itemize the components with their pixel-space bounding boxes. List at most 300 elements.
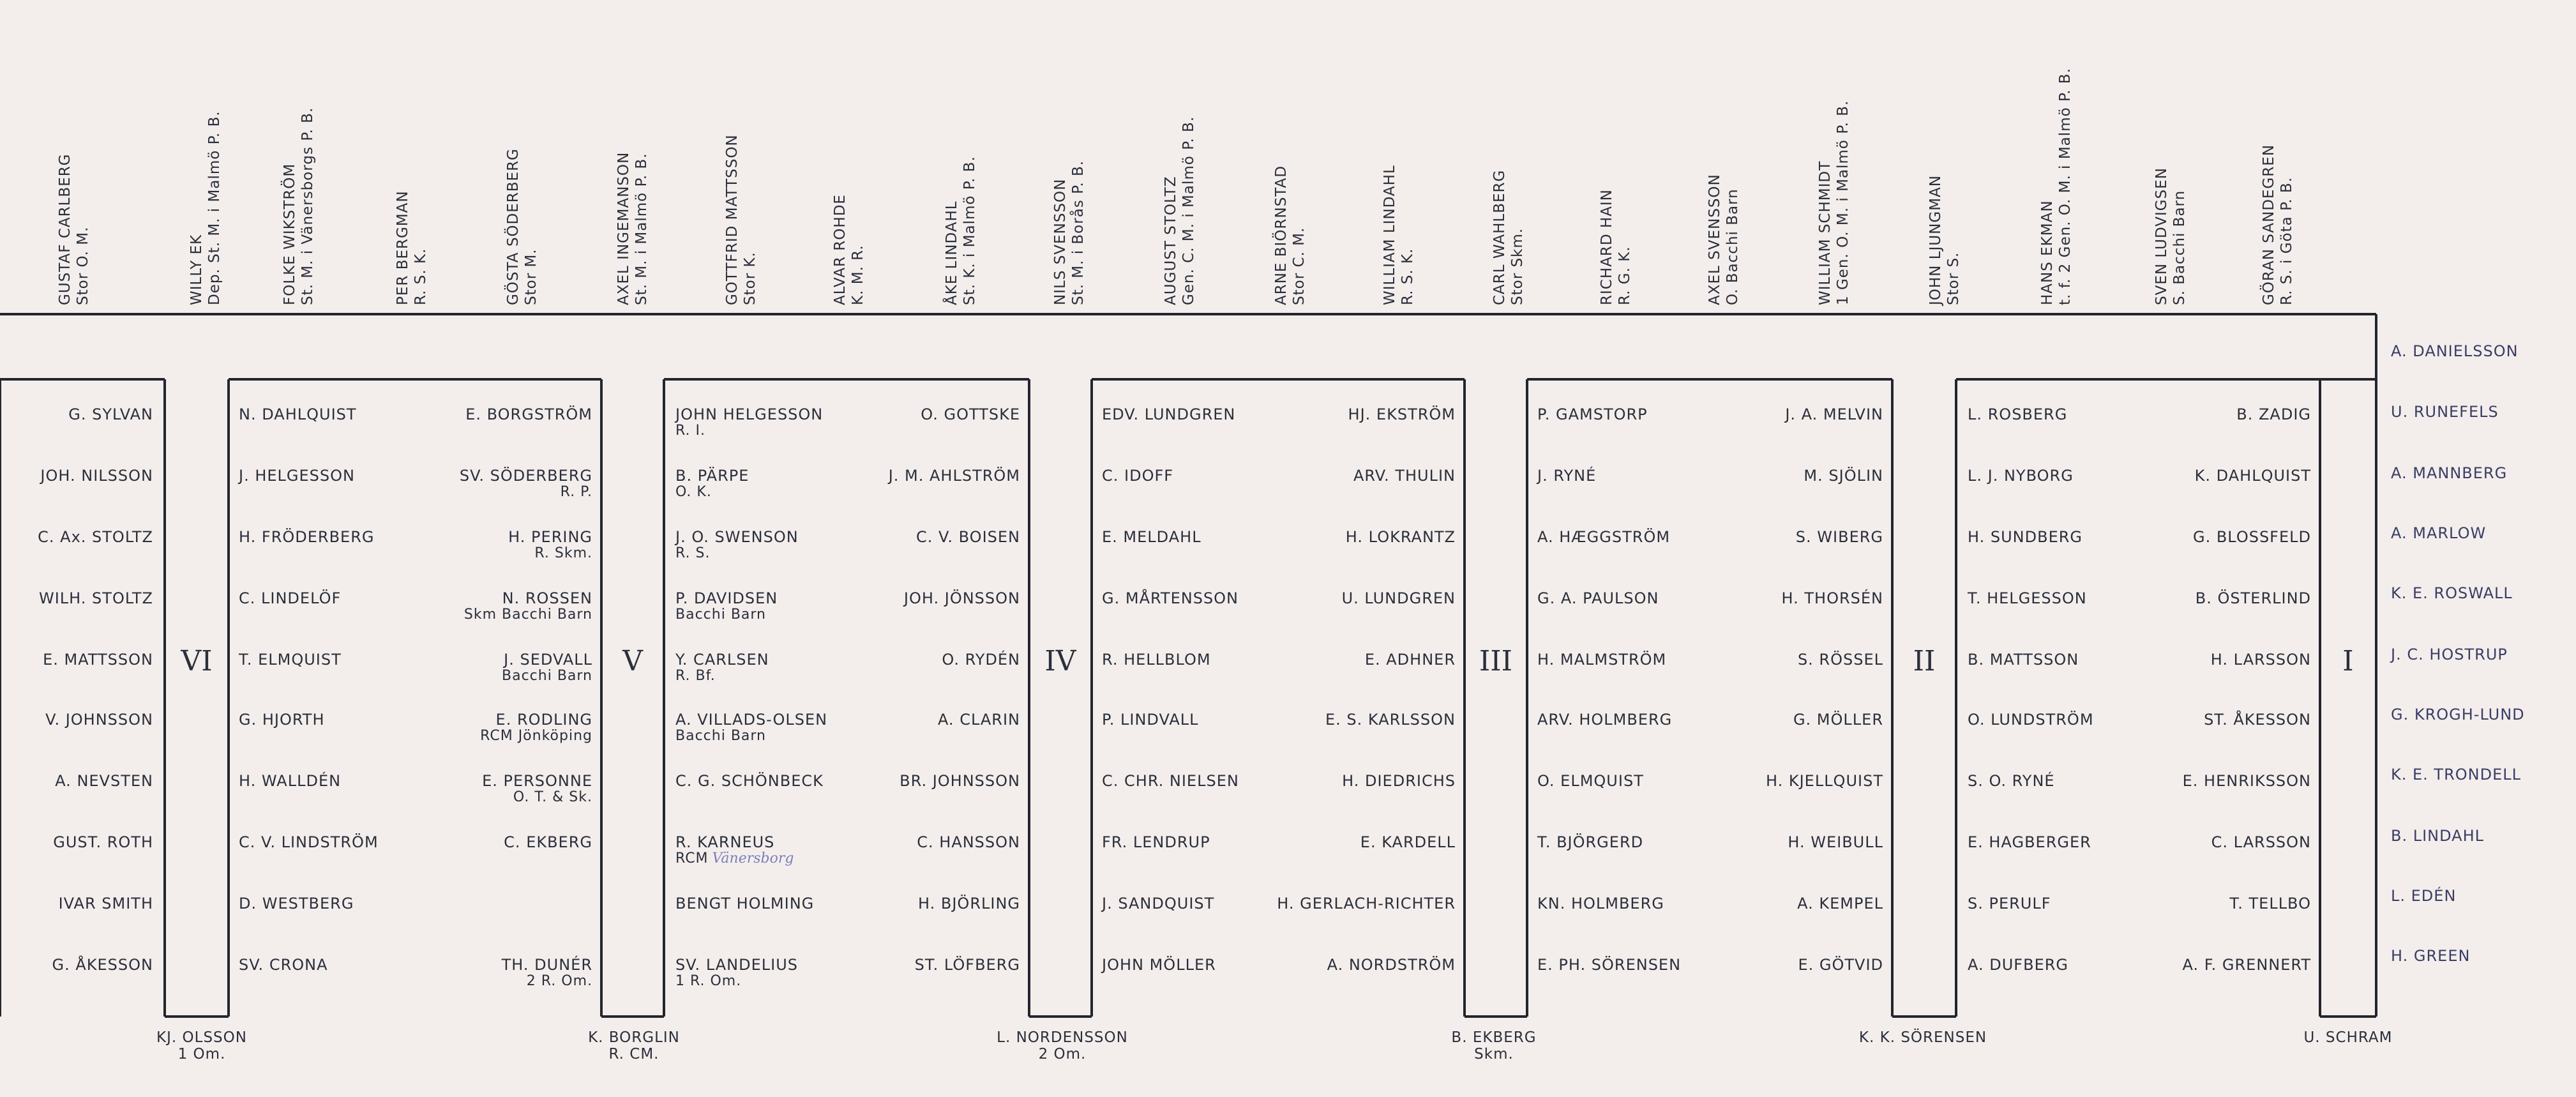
guest <box>2183 773 2311 789</box>
guest <box>502 957 592 990</box>
guest <box>1968 590 2087 607</box>
guest <box>1537 957 1681 973</box>
guest-name: J. M. AHLSTRÖM <box>888 467 1020 485</box>
guest <box>1102 895 1214 912</box>
table-numeral: V <box>622 645 643 677</box>
guest <box>1102 406 1235 423</box>
guest-name: FR. LENDRUP <box>1102 833 1210 851</box>
guest-title: R. Bf. <box>675 668 716 684</box>
guest-name: D. WESTBERG <box>239 895 354 912</box>
guest-name: H. SUNDBERG <box>1968 528 2083 546</box>
guest-name: K. BORGLIN <box>588 1029 680 1046</box>
head-guest-name: AXEL INGEMANSON <box>615 151 632 305</box>
head-guest <box>2260 144 2296 305</box>
guest-name: S. RÖSSEL <box>1797 651 1883 669</box>
guest <box>917 834 1020 851</box>
guest-name: J. A. MELVIN <box>1785 405 1883 423</box>
head-guest <box>281 107 317 305</box>
guest-name: ARV. THULIN <box>1353 467 1456 485</box>
guest <box>675 590 778 623</box>
head-guest-name: GOTTFRID MATTSSON <box>724 134 741 305</box>
guest-title: R. Skm. <box>534 545 592 561</box>
guest-name: A. NORDSTRÖM <box>1327 956 1456 974</box>
head-guest-name: GÖRAN SANDEGREN <box>2261 144 2277 305</box>
guest <box>904 590 1020 607</box>
guest <box>1781 590 1883 607</box>
guest-name: G. MÖLLER <box>1793 711 1883 729</box>
guest-name: A. DANIELSSON <box>2391 342 2519 360</box>
guest <box>1102 834 1210 851</box>
guest-name: G. ÅKESSON <box>52 956 153 974</box>
guest <box>1102 773 1239 789</box>
head-guest-title: R. S. K. <box>412 248 429 305</box>
guest <box>1365 651 1456 668</box>
head-guest-title: 1 Gen. O. M. i Malmö P. B. <box>1835 100 1851 305</box>
guest-name: L. NORDENSSON <box>997 1029 1128 1046</box>
guest-name: R. KARNEUS <box>675 833 775 851</box>
guest <box>1342 773 1456 789</box>
guest <box>1360 834 1456 851</box>
guest-name: U. RUNEFELS <box>2391 403 2499 421</box>
head-guest-name: ARNE BIÖRNSTAD <box>1273 165 1290 305</box>
guest-name: H. GREEN <box>2391 947 2471 965</box>
guest-name: V. JOHNSSON <box>45 711 153 729</box>
guest <box>239 467 355 484</box>
guest-title: R. S. <box>675 545 711 561</box>
guest-title: 1 R. Om. <box>675 973 742 989</box>
guest <box>1798 651 1883 668</box>
guest <box>915 957 1020 973</box>
guest <box>1968 773 2055 789</box>
head-guest-name: WILLIAM LINDAHL <box>1382 165 1398 305</box>
head-guest-name: HANS EKMAN <box>2039 200 2056 305</box>
head-guest <box>1816 100 1852 305</box>
guest <box>675 529 799 562</box>
head-guest-name: GÖSTA SÖDERBERG <box>505 148 522 305</box>
guest <box>1968 406 2067 423</box>
guest <box>239 773 341 789</box>
table-head-guest <box>1451 1029 1536 1063</box>
head-guest-name: RICHARD HAIN <box>1599 189 1615 305</box>
guest-name: J. C. HOSTRUP <box>2391 646 2508 663</box>
guest-name: JOH. NILSSON <box>40 467 153 485</box>
guest <box>239 957 328 973</box>
head-guest-name: AXEL SVENSSON <box>1706 174 1723 305</box>
guest-name: K. E. TRONDELL <box>2391 766 2521 783</box>
guest <box>1537 895 1664 912</box>
guest <box>889 467 1020 484</box>
guest-name: Y. CARLSEN <box>675 651 769 669</box>
guest-name: P. GAMSTORP <box>1537 405 1648 423</box>
guest-name: N. ROSSEN <box>502 589 592 607</box>
head-guest-title: S. Bacchi Barn <box>2171 190 2188 305</box>
guest <box>1537 711 1672 728</box>
guest-title: 2 Om. <box>1038 1046 1087 1063</box>
head-guest-title: Dep. St. M. i Malmö P. B. <box>206 110 223 305</box>
head-guest-title: Stor Skm. <box>1509 227 1526 305</box>
guest-name: N. DAHLQUIST <box>239 405 357 423</box>
guest-name: A. DUFBERG <box>1968 956 2069 974</box>
head-guest-title: Stor S. <box>1945 252 1962 305</box>
guest <box>464 590 592 623</box>
guest-title: R. CM. <box>608 1046 659 1063</box>
head-guest <box>1927 175 1962 305</box>
head-guest-title: Stor K. <box>742 252 758 305</box>
guest <box>2196 590 2311 607</box>
guest-title: Skm. <box>1474 1046 1514 1063</box>
guest <box>1766 773 1883 789</box>
guest-name: E. MATTSSON <box>43 651 153 669</box>
guest-name: U. SCHRAM <box>2303 1029 2393 1046</box>
guest-name: SV. SÖDERBERG <box>459 467 592 485</box>
head-guest-title: R. S. K. <box>1399 248 1416 305</box>
guest-name: G. A. PAULSON <box>1537 589 1659 607</box>
guest-name: H. GERLACH-RICHTER <box>1277 895 1456 912</box>
guest-title: R. P. <box>560 484 592 500</box>
handwritten-note: Vänersborg <box>712 851 794 866</box>
guest-title: R. I. <box>675 423 705 439</box>
guest <box>1342 590 1456 607</box>
guest-name: P. LINDVALL <box>1102 711 1199 729</box>
guest-name: C. V. LINDSTRÖM <box>239 833 379 851</box>
guest-name: C. HANSSON <box>917 833 1020 851</box>
head-guest-name: AUGUST STOLTZ <box>1163 176 1179 305</box>
guest <box>1968 895 2051 912</box>
guest-name: R. HELLBLOM <box>1102 651 1211 669</box>
guest-name: JOH. JÖNSSON <box>903 589 1020 607</box>
guest <box>480 711 592 745</box>
guest-name: C. LINDELÖF <box>239 589 342 607</box>
head-guest <box>2153 167 2188 305</box>
guest-name: H. FRÖDERBERG <box>239 528 375 546</box>
guest <box>1804 467 1883 484</box>
guest-name: J. HELGESSON <box>239 467 355 485</box>
table-numeral: I <box>2342 645 2354 677</box>
guest-name: L. J. NYBORG <box>1968 467 2074 485</box>
guest-name: K. K. SÖRENSEN <box>1858 1029 1987 1046</box>
guest-name: A. KEMPEL <box>1797 895 1883 912</box>
guest <box>675 834 794 867</box>
head-guest <box>1162 116 1198 305</box>
guest-name: E. KARDELL <box>1360 833 1456 851</box>
guest-name: ARV. HOLMBERG <box>1537 711 1673 729</box>
guest-name: C. G. SCHÖNBECK <box>675 772 824 790</box>
guest <box>1277 895 1456 912</box>
guest-name: B. EKBERG <box>1451 1029 1537 1046</box>
guest-name: H. BJÖRLING <box>918 895 1020 912</box>
head-guest <box>1272 165 1308 305</box>
guest-name: G. KROGH-LUND <box>2391 706 2525 723</box>
guest-name: O. GOTTSKE <box>921 405 1020 423</box>
guest <box>1537 773 1644 789</box>
table-head-guest <box>588 1029 680 1063</box>
guest-name: SV. CRONA <box>239 956 328 974</box>
guest <box>1346 529 1456 545</box>
guest-name: EDV. LUNDGREN <box>1102 405 1236 423</box>
guest <box>502 651 592 685</box>
guest <box>1537 406 1648 423</box>
guest <box>1327 957 1456 973</box>
guest <box>1102 467 1173 484</box>
guest-name: H. LARSSON <box>2210 651 2311 669</box>
head-guest-name: JOHN LJUNGMAN <box>1927 175 1944 305</box>
guest <box>239 711 325 728</box>
guest <box>2211 834 2311 851</box>
guest-name: T. BJÖRGERD <box>1537 833 1644 851</box>
guest <box>1537 467 1596 484</box>
guest-name: H. DIEDRICHS <box>1342 772 1456 790</box>
guest-name: ST. ÅKESSON <box>2204 711 2311 729</box>
guest <box>675 711 827 745</box>
guest-name: E. HAGBERGER <box>1968 833 2091 851</box>
guest <box>942 651 1020 668</box>
head-guest-title: R. G. K. <box>1616 246 1633 305</box>
guest-title: Skm Bacchi Barn <box>463 607 592 623</box>
guest-name: U. LUNDGREN <box>1341 589 1456 607</box>
guest-name: B. PÄRPE <box>675 467 749 485</box>
guest-name: A. HÆGGSTRÖM <box>1537 528 1671 546</box>
guest-name: S. WIBERG <box>1795 528 1883 546</box>
guest <box>675 406 823 439</box>
head-guest <box>504 148 540 305</box>
guest-name: E. RODLING <box>495 711 592 729</box>
head-guest-title: R. S. i Göta P. B. <box>2278 176 2295 305</box>
guest-name: B. LINDAHL <box>2391 827 2485 845</box>
guest <box>508 529 592 562</box>
guest <box>239 834 379 851</box>
guest-name: A. MARLOW <box>2391 524 2487 542</box>
guest-name: C. V. BOISEN <box>916 528 1020 546</box>
guest <box>1537 529 1670 545</box>
guest <box>2236 406 2311 423</box>
head-guest-title: K. M. R. <box>850 245 866 305</box>
head-guest-name: GUSTAF CARLBERG <box>57 153 73 305</box>
head-guest-title: t. f. 2 Gen. O. M. i Malmö P. B. <box>2057 68 2074 305</box>
head-guest <box>1598 189 1634 305</box>
guest <box>1353 467 1456 484</box>
guest <box>1102 711 1199 728</box>
guest-name: L. ROSBERG <box>1968 405 2068 423</box>
guest <box>2229 895 2311 912</box>
guest-name: O. ELMQUIST <box>1537 772 1644 790</box>
guest-name: J. SEDVALL <box>504 651 592 669</box>
table-numeral: IV <box>1044 645 1076 677</box>
guest-name: TH. DUNÉR <box>501 956 592 974</box>
head-guest-title: St. K. i Malmö P. B. <box>961 156 978 305</box>
guest <box>1325 711 1456 728</box>
guest <box>239 651 342 668</box>
guest-name: C. Ax. STOLTZ <box>38 528 153 546</box>
head-guest <box>615 152 651 305</box>
guest <box>1785 406 1883 423</box>
guest-title: Bacchi Barn <box>502 668 592 684</box>
guest-title: Bacchi Barn <box>675 607 766 623</box>
head-guest-name: WILLIAM SCHMIDT <box>1817 160 1834 305</box>
guest-name: B. MATTSSON <box>1968 651 2079 669</box>
head-guest <box>188 110 223 305</box>
guest-name: H. WALLDÉN <box>239 772 342 790</box>
head-guest-title: St. M. i Malmö P. B. <box>633 153 650 305</box>
guest <box>675 957 798 990</box>
guest-name: KN. HOLMBERG <box>1537 895 1664 912</box>
head-guest <box>723 134 759 305</box>
guest-title: Bacchi Barn <box>675 728 766 744</box>
guest-title: 2 R. Om. <box>526 973 592 989</box>
guest-name: K. DAHLQUIST <box>2194 467 2311 485</box>
head-guest-title: Stor M. <box>523 248 539 305</box>
head-guest <box>831 194 867 305</box>
guest <box>460 467 592 501</box>
table-head-guest <box>2303 1029 2392 1046</box>
guest-name: E. PERSONNE <box>482 772 592 790</box>
head-guest-name: NILS SVENSSON <box>1052 178 1069 305</box>
guest <box>1102 529 1201 545</box>
head-guest-name: CARL WAHLBERG <box>1491 169 1508 305</box>
guest-name: BR. JOHNSSON <box>900 772 1020 790</box>
guest-name: K. E. ROSWALL <box>2391 584 2513 602</box>
guest-name: J. RYNÉ <box>1537 467 1597 485</box>
table-numeral: VI <box>181 645 213 677</box>
guest-name: G. MÅRTENSSON <box>1102 589 1239 607</box>
guest-name: H. LOKRANTZ <box>1345 528 1456 546</box>
guest <box>1102 957 1216 973</box>
guest-title: 1 Om. <box>177 1046 226 1063</box>
guest-name: L. EDÉN <box>2391 887 2457 905</box>
table-head-guest <box>156 1029 247 1063</box>
head-guest-name: PER BERGMAN <box>395 190 411 305</box>
guest-name: C. EKBERG <box>504 833 592 851</box>
guest-name: O. RYDÉN <box>942 651 1020 669</box>
guest <box>1968 529 2083 545</box>
head-guest <box>394 190 430 305</box>
guest-title: RCM Vänersborg <box>675 851 794 866</box>
guest <box>1788 834 1883 851</box>
guest-name: G. BLOSSFELD <box>2192 528 2311 546</box>
guest <box>1968 711 2094 728</box>
guest-name: JOHN HELGESSON <box>675 405 824 423</box>
head-guest-name: WILLY EK <box>188 234 205 305</box>
guest <box>2204 711 2311 728</box>
guest <box>675 467 749 501</box>
guest <box>239 529 374 545</box>
head-guest-name: SVEN LUDVIGSEN <box>2153 167 2170 305</box>
guest-name: A. NEVSTEN <box>55 772 153 790</box>
guest-name: B. ÖSTERLIND <box>2195 589 2311 607</box>
head-guest-title: Gen. C. M. i Malmö P. B. <box>1180 116 1197 305</box>
guest-name: P. DAVIDSEN <box>675 589 778 607</box>
guest-name: HJ. EKSTRÖM <box>1348 405 1456 423</box>
guest-name: JOHN MÖLLER <box>1102 956 1216 974</box>
guest <box>1968 651 2079 668</box>
guest <box>1537 590 1659 607</box>
guest-name: S. O. RYNÉ <box>1968 772 2055 790</box>
guest-name: C. LARSSON <box>2211 833 2311 851</box>
guest <box>2182 957 2311 973</box>
guest-name: A. MANNBERG <box>2391 464 2508 482</box>
guest <box>1796 529 1883 545</box>
head-guest <box>1051 160 1087 305</box>
guest-name: BENGT HOLMING <box>675 895 815 912</box>
guest <box>918 895 1020 912</box>
head-guest-title: O. Bacchi Barn <box>1724 188 1741 305</box>
guest <box>1102 651 1211 668</box>
head-guest <box>943 156 979 305</box>
guest <box>1102 590 1239 607</box>
guest-name: SV. LANDELIUS <box>675 956 799 974</box>
guest-name: O. LUNDSTRÖM <box>1968 711 2094 729</box>
guest-name: A. VILLADS-OLSEN <box>675 711 828 729</box>
guest <box>675 773 824 789</box>
guest <box>1798 957 1883 973</box>
guest-name: M. SJÖLIN <box>1804 467 1883 485</box>
table-head-guest <box>997 1029 1128 1063</box>
guest-name: H. PERING <box>508 528 592 546</box>
guest-name: WILH. STOLTZ <box>38 589 153 607</box>
guest <box>921 406 1020 423</box>
head-guest <box>1706 174 1742 305</box>
guest-name: E. BORGSTRÖM <box>465 405 592 423</box>
guest-title: O. K. <box>675 484 712 500</box>
guest-name: B. ZADIG <box>2236 405 2311 423</box>
guest <box>482 773 592 806</box>
guest <box>239 406 357 423</box>
guest-title: RCM Jönköping <box>480 728 592 744</box>
guest-name: S. PERULF <box>1968 895 2051 912</box>
guest-name: T. HELGESSON <box>1968 589 2087 607</box>
guest <box>2193 529 2311 545</box>
guest-name: GUST. ROTH <box>53 833 153 851</box>
guest <box>1968 957 2068 973</box>
head-guest-title: Stor C. M. <box>1291 227 1307 305</box>
guest-name: G. HJORTH <box>239 711 325 729</box>
guest <box>938 711 1020 728</box>
guest <box>900 773 1020 789</box>
guest-name: ST. LÖFBERG <box>914 956 1020 974</box>
guest <box>465 406 592 423</box>
guest-name: H. MALMSTRÖM <box>1537 651 1667 669</box>
head-guest <box>1491 170 1526 305</box>
guest <box>1537 834 1643 851</box>
table-numeral: III <box>1479 645 1513 677</box>
guest <box>1348 406 1456 423</box>
guest-name: E. S. KARLSSON <box>1325 711 1456 729</box>
guest <box>2195 467 2311 484</box>
guest <box>916 529 1020 545</box>
guest-name: J. O. SWENSON <box>675 528 799 546</box>
guest <box>1797 895 1883 912</box>
guest-name: H. THORSÉN <box>1781 589 1883 607</box>
guest-name: E. ADHNER <box>1364 651 1456 669</box>
guest <box>1793 711 1883 728</box>
guest <box>504 834 592 851</box>
head-guest-name: ALVAR ROHDE <box>832 194 848 305</box>
guest-name: KJ. OLSSON <box>156 1029 247 1046</box>
guest-name: IVAR SMITH <box>58 895 153 912</box>
table-numeral: II <box>1913 645 1936 677</box>
guest-name: T. TELLBO <box>2229 895 2311 912</box>
guest-name: A. F. GRENNERT <box>2182 956 2311 974</box>
guest-name: A. CLARIN <box>937 711 1020 729</box>
guest <box>2211 651 2311 668</box>
guest-name: E. GÖTVID <box>1798 956 1883 974</box>
guest-name: C. IDOFF <box>1102 467 1174 485</box>
head-guest-title: St. M. i Vänersborgs P. B. <box>299 107 316 305</box>
head-guest-title: Stor O. M. <box>75 226 91 305</box>
head-guest-name: FOLKE WIKSTRÖM <box>282 163 298 305</box>
head-guest-name: ÅKE LINDAHL <box>944 200 960 305</box>
guest <box>239 590 341 607</box>
guest <box>1537 651 1666 668</box>
